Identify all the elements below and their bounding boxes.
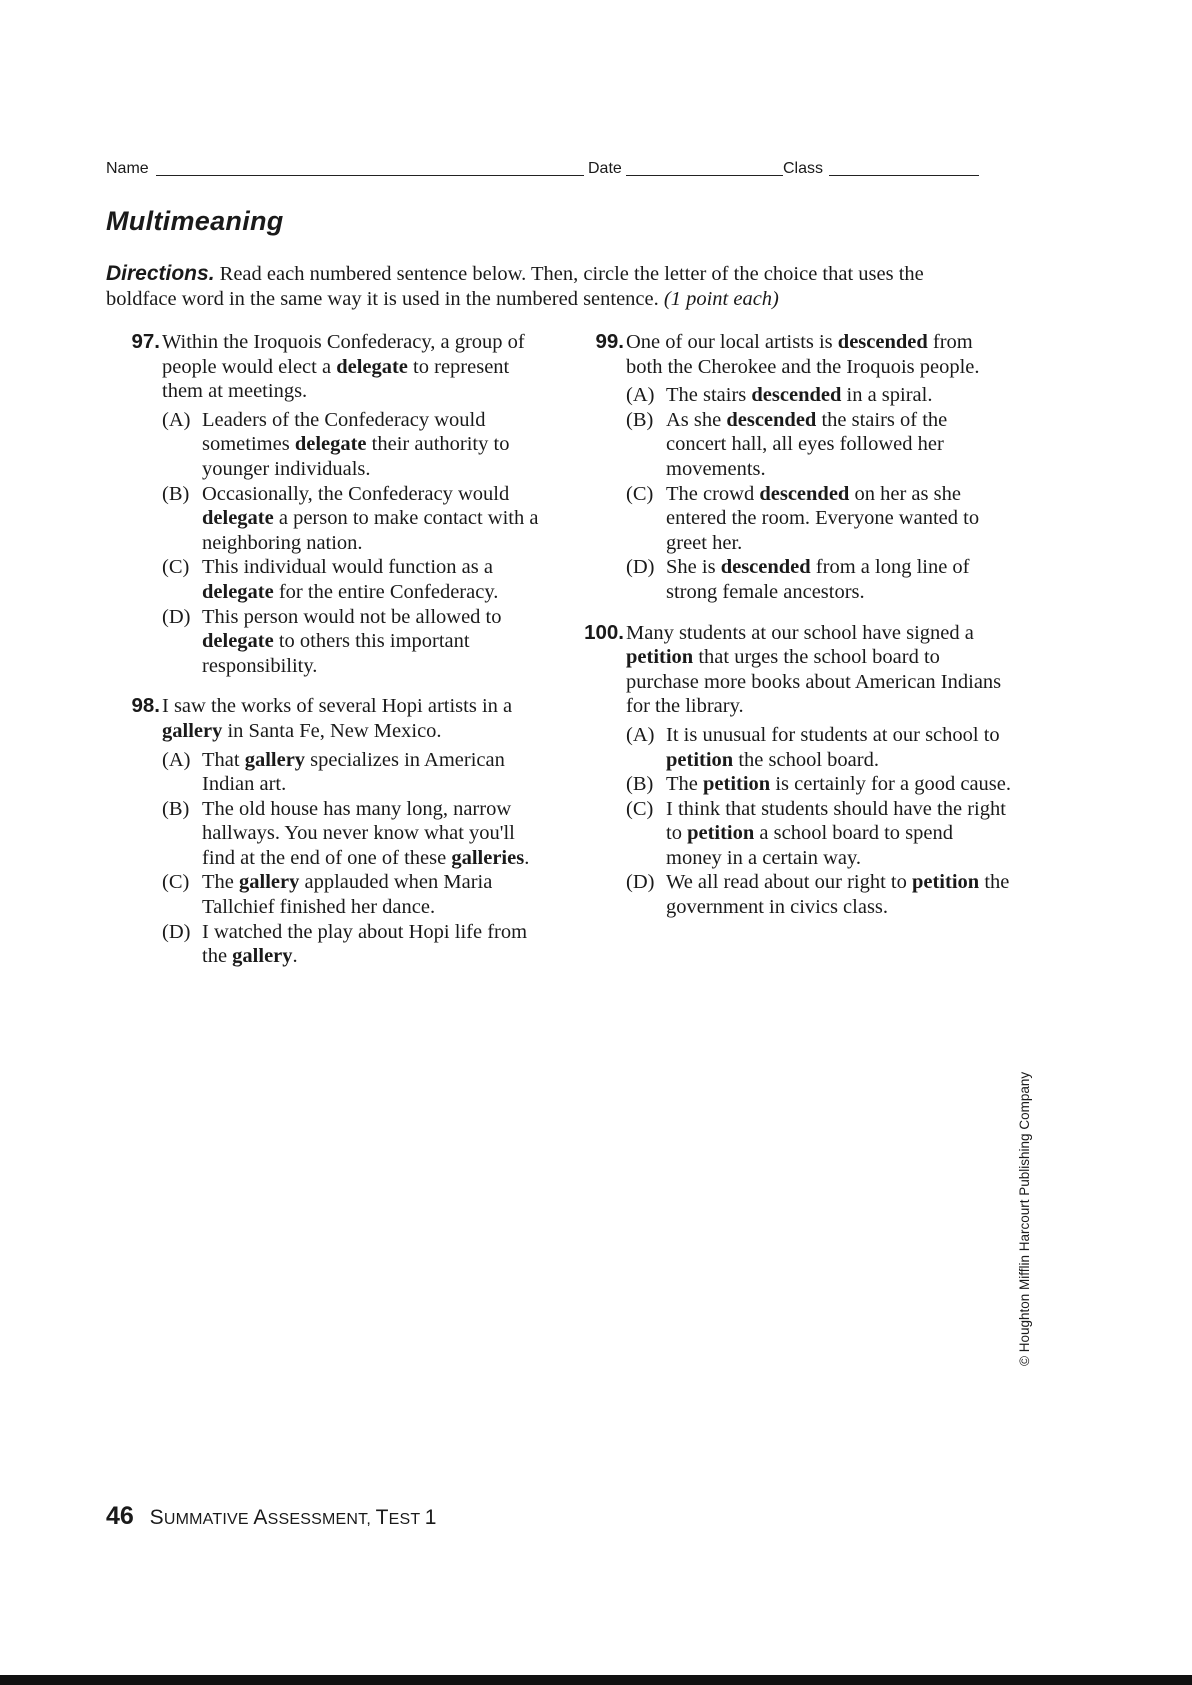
choice-text: As she [666,408,727,431]
directions-text: Read each numbered sentence below. Then, circle the letter of the choice that uses the boldface word in the same way it is used in the numbered sentence. [106,263,924,310]
directions [106,261,996,312]
class-label: Class [783,160,824,177]
choice-letter[interactable]: (A) [626,384,655,407]
stem-text: Many students at our school have signed a [626,621,974,644]
choice-letter[interactable]: (D) [626,871,655,894]
choice-text: The [202,871,239,894]
choice-letter[interactable]: (A) [162,748,191,771]
question-number: 100. [584,620,624,644]
choice-text: the school board. [733,748,879,771]
directions-label: Directions. [106,262,215,285]
choice-letter[interactable]: (A) [162,408,191,431]
answer-choice[interactable] [626,408,1012,482]
choice-text: I think that students should have the right to [666,797,1006,845]
answer-choice[interactable] [626,555,1012,604]
choice-text: This person would not be allowed to [202,605,502,628]
answer-choice[interactable] [626,482,1012,556]
choice-text: a person to make contact with a neighboring nation. [202,507,539,554]
choice-text: The stairs [666,384,752,407]
page-footer [106,1502,437,1531]
boldface-word: delegate [202,630,274,653]
choice-text: a school board to spend money in a certain way. [666,822,953,869]
boldface-word: delegate [336,355,408,378]
choice-letter[interactable]: (D) [162,920,191,943]
choice-text: the stairs of the concert hall, all eyes followed her movements. [666,408,948,480]
question-number: 99. [595,330,624,353]
boldface-word: descended [726,408,817,431]
left-column [108,330,548,969]
footer-title-rest: SSESSMENT, [267,1511,376,1528]
choice-letter[interactable]: (A) [626,723,655,746]
boldface-word: gallery [239,871,300,894]
choice-text: Leaders of the Confederacy would sometimes [202,408,486,456]
choice-text: We all read about our right to [666,871,912,894]
choice-text: She is [666,556,721,579]
date-line [626,175,783,176]
boldface-word: petition [911,871,980,894]
question-number: 98. [131,694,160,718]
choice-text: their authority to younger individuals. [202,433,510,480]
boldface-word: delegate [202,507,274,530]
choice-letter[interactable]: (D) [162,605,191,628]
bottom-edge [0,1675,1192,1685]
answer-choice[interactable] [626,797,1012,871]
question-number: 97. [131,330,160,353]
page-title: Multimeaning [106,206,284,236]
boldface-word: petition [626,646,694,669]
boldface-word: delegate [202,580,274,603]
stem-text: that urges the school board to purchase more books about American Indians for the library. [626,646,1002,718]
footer-title [150,1506,437,1529]
boldface-word: gallery [244,748,306,771]
footer-title-cap: 1 [424,1506,437,1529]
choice-letter[interactable]: (C) [626,482,654,505]
stem-text: in Santa Fe, New Mexico. [222,719,442,742]
name-label: Name [106,160,149,177]
answer-choice[interactable] [626,723,1012,772]
question-stem [626,330,1012,379]
question-97 [108,330,548,678]
question-stem [162,694,548,743]
choice-letter[interactable]: (B) [162,482,190,505]
question-stem [162,330,548,404]
boldface-word: petition [687,822,755,845]
question-100 [572,621,1012,920]
page-number: 46 [106,1502,134,1530]
question-99 [572,330,1012,605]
answer-choice[interactable] [162,920,548,969]
footer-title-cap: A [253,1506,268,1529]
answer-choice[interactable] [162,605,548,679]
answer-choice[interactable] [162,555,548,604]
boldface-word: petition [666,748,734,771]
choice-text: The old house has many long, narrow hallways. You never know what you'll find at the end of one of these [202,797,515,869]
choice-text: This individual would function as a [202,556,493,579]
answer-choice[interactable] [626,772,1012,797]
boldface-word: descended [759,482,850,505]
answer-choice[interactable] [626,870,1012,919]
choice-letter[interactable]: (C) [626,797,654,820]
header-fields [106,158,986,180]
choice-text: for the entire Confederacy. [273,580,499,603]
choice-text: from a long line of strong female ancestors. [666,556,970,603]
choice-letter[interactable]: (B) [626,773,654,796]
directions-points: (1 point each) [663,288,779,310]
stem-text: from both the Cherokee and the Iroquois people. [626,331,980,378]
answer-choice[interactable] [162,870,548,919]
boldface-word: galleries [451,846,525,869]
class-line [829,175,979,176]
boldface-word: descended [751,384,842,407]
footer-title-rest: EST [388,1511,425,1528]
choice-text: The crowd [666,482,760,505]
name-line [156,175,584,176]
choice-letter[interactable]: (B) [162,797,190,820]
answer-choice[interactable] [626,383,1012,408]
question-98 [108,694,548,969]
choice-text: Occasionally, the Confederacy would [202,482,510,505]
answer-choice[interactable] [162,408,548,482]
stem-text: One of our local artists is [626,331,838,353]
choice-text: I watched the play about Hopi life from the [202,920,528,968]
question-stem [626,621,1012,719]
answer-choice[interactable] [162,797,548,871]
stem-text: Within the Iroquois Confederacy, a group of people would elect a [162,331,525,378]
boldface-word: petition [703,773,771,796]
choice-text: That [202,748,245,771]
footer-title-cap: S [149,1506,164,1529]
stem-text: to represent them at meetings. [162,355,510,403]
boldface-word: descended [837,331,928,353]
boldface-word: gallery [232,945,293,968]
choice-text: on her as she entered the room. Everyone wanted to greet her. [666,482,980,554]
choice-text: . [292,945,298,968]
choice-letter[interactable]: (C) [162,871,190,894]
choice-letter[interactable]: (C) [162,556,190,579]
date-label: Date [588,160,622,177]
footer-title-rest: UMMATIVE [163,1511,254,1528]
choice-text: applauded when Maria Tallchief finished her dance. [202,871,493,919]
choice-text: The [666,773,703,796]
answer-choice[interactable] [162,482,548,556]
choice-text: It is unusual for students at our school to [666,723,1000,746]
choice-letter[interactable]: (B) [626,408,654,431]
stem-text: I saw the works of several Hopi artists in a [162,695,513,718]
choice-text: to others this important responsibility. [202,630,470,677]
boldface-word: gallery [162,719,223,742]
choice-letter[interactable]: (D) [626,556,655,579]
choice-text: is certainly for a good cause. [770,773,1011,796]
answer-choice[interactable] [162,748,548,797]
boldface-word: delegate [294,433,367,456]
copyright-notice: © Houghton Mifflin Harcourt Publishing Company [1017,1071,1032,1366]
choice-text: specializes in American Indian art. [202,748,505,796]
footer-title-cap: T [375,1506,389,1529]
boldface-word: descended [720,556,811,579]
choice-text: in a spiral. [841,384,933,407]
choice-text: the government in civics class. [666,871,1010,919]
right-column [572,330,1012,920]
choice-text: . [524,846,530,869]
